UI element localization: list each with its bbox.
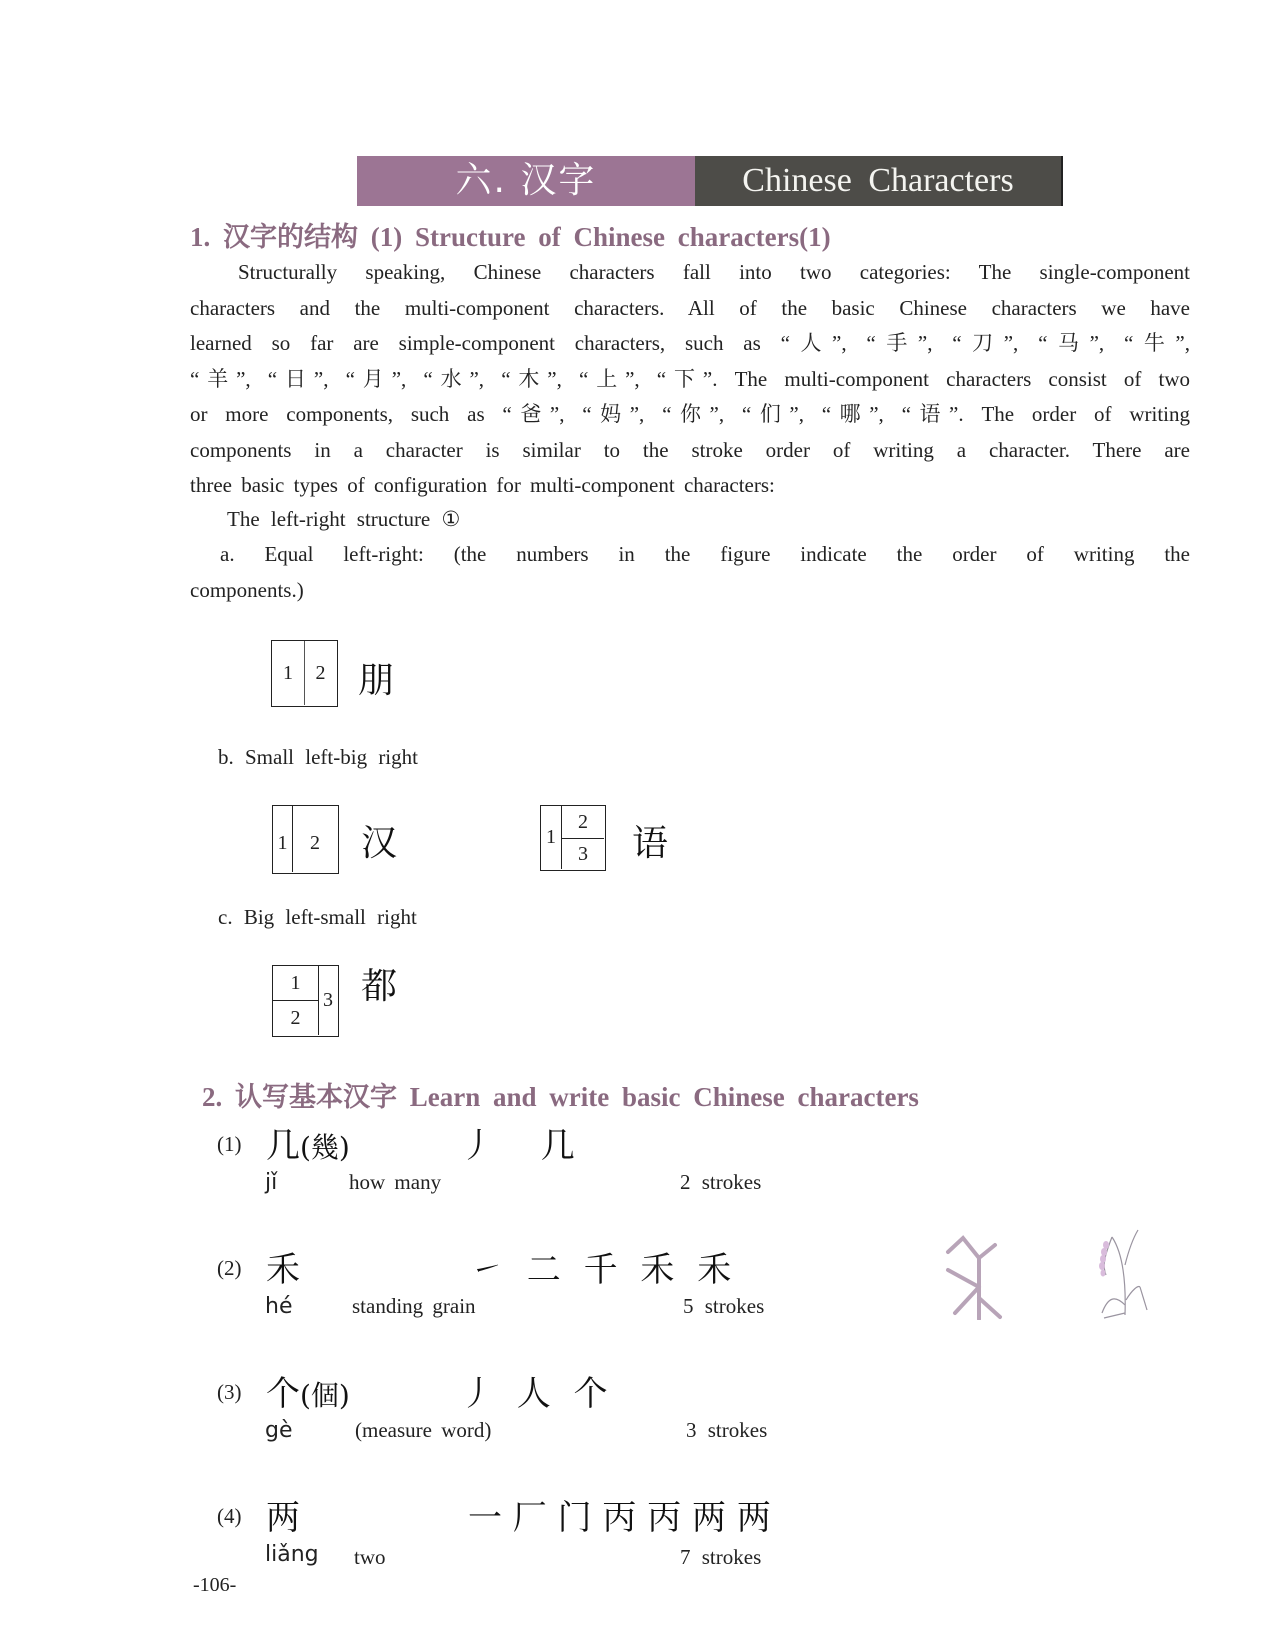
diagram-cell: 2 <box>562 806 604 839</box>
section-1-heading: 1. 汉字的结构 (1) Structure of Chinese characters(1) <box>190 222 831 252</box>
character-liang <box>266 1490 300 1539</box>
diagram-cell: 1 <box>273 966 319 1001</box>
stroke-order: 丿 人 个 <box>460 1374 614 1414</box>
stroke-order: 一 厂 门 丙 丙 两 两 <box>468 1498 771 1538</box>
chapter-title-english: Chinese Characters <box>695 156 1063 206</box>
character-traditional: (幾) <box>300 1131 350 1164</box>
page-number: -106- <box>193 1574 237 1596</box>
meaning: standing grain <box>352 1294 476 1318</box>
stroke-count: 3 strokes <box>686 1418 768 1442</box>
diagram-cell: 2 <box>310 831 320 854</box>
stroke-count: 2 strokes <box>680 1170 762 1194</box>
intro-paragraph <box>190 255 1190 504</box>
diagram-cell: 3 <box>323 989 333 1011</box>
pinyin: gè <box>265 1418 293 1443</box>
diagram-cell: 1 <box>541 806 562 869</box>
meaning: how many <box>349 1170 442 1194</box>
diagram-cell: 2 <box>315 661 326 684</box>
stroke-order: 丿 几 <box>460 1126 581 1166</box>
paragraph-line: “羊”, “日”, “月”, “水”, “木”, “上”, “下”. The multi-component characters consist of two <box>190 366 1190 391</box>
diagram-cell: 1 <box>273 806 293 872</box>
chapter-title-chinese: 六. 汉字 <box>357 156 695 206</box>
item-a-label-line1: a. Equal left-right: (the numbers in the figure indicate the order of writing the <box>220 542 1190 566</box>
example-char-peng: 朋 <box>358 660 395 701</box>
paragraph-line: components in a character is similar to the stroke order of writing a character. There are <box>190 437 1190 462</box>
character-simplified: 几 <box>266 1126 300 1166</box>
example-char-yu: 语 <box>632 823 669 864</box>
pinyin: hé <box>265 1294 293 1319</box>
item-number: (1) <box>217 1132 242 1156</box>
item-a-label <box>190 537 1190 608</box>
item-c-label: c. Big left-small right <box>218 905 417 929</box>
diagram-cell: 2 <box>273 1001 319 1035</box>
character-simplified: 禾 <box>266 1250 300 1290</box>
meaning: two <box>354 1545 386 1569</box>
stroke-count: 5 strokes <box>683 1294 765 1318</box>
pinyin: jǐ <box>265 1170 278 1195</box>
character-ji <box>266 1118 350 1167</box>
example-char-han: 汉 <box>361 823 398 864</box>
character-ge <box>266 1366 350 1415</box>
meaning: (measure word) <box>355 1418 492 1442</box>
paragraph-line: Structurally speaking, Chinese characters fall into two categories: The single-component <box>238 260 1190 284</box>
paragraph-line: three basic types of configuration for multi-component characters: <box>190 473 775 497</box>
character-simplified: 个 <box>266 1374 300 1414</box>
structure-diagram-big-left-small-right <box>272 965 339 1037</box>
item-number: (2) <box>217 1256 242 1280</box>
structure-diagram-equal-left-right <box>271 640 338 707</box>
paragraph-line: or more components, such as “爸”, “妈”, “你”, “们”, “哪”, “语”. The order of writing <box>190 402 1190 426</box>
item-number: (4) <box>217 1504 242 1528</box>
structure-diagram-small-left-stacked-right <box>540 805 606 871</box>
diagram-cell: 3 <box>578 842 588 865</box>
section-2-heading: 2. 认写基本汉字 Learn and write basic Chinese characters <box>202 1082 919 1112</box>
structure-label: The left-right structure ① <box>227 507 461 531</box>
stroke-order: ㇀ 二 千 禾 禾 <box>470 1250 738 1290</box>
structure-diagram-small-left-big-right <box>272 805 339 874</box>
item-a-label-line2: components.) <box>190 577 304 602</box>
item-number: (3) <box>217 1380 242 1404</box>
oracle-bone-grain-glyph-icon <box>945 1235 1005 1320</box>
character-simplified: 两 <box>266 1498 300 1538</box>
character-traditional: (個) <box>300 1379 350 1412</box>
pinyin: liǎng <box>265 1542 319 1567</box>
diagram-cell: 1 <box>272 641 305 705</box>
character-he <box>266 1242 300 1291</box>
item-b-label: b. Small left-big right <box>218 745 418 769</box>
stroke-count: 7 strokes <box>680 1545 762 1569</box>
grain-plant-drawing-icon <box>1090 1225 1155 1320</box>
example-char-du: 都 <box>361 966 398 1007</box>
paragraph-line: learned so far are simple-component characters, such as “人”, “手”, “刀”, “马”, “牛”, <box>190 331 1190 355</box>
paragraph-line: characters and the multi-component characters. All of the basic Chinese characters we have <box>190 295 1190 320</box>
